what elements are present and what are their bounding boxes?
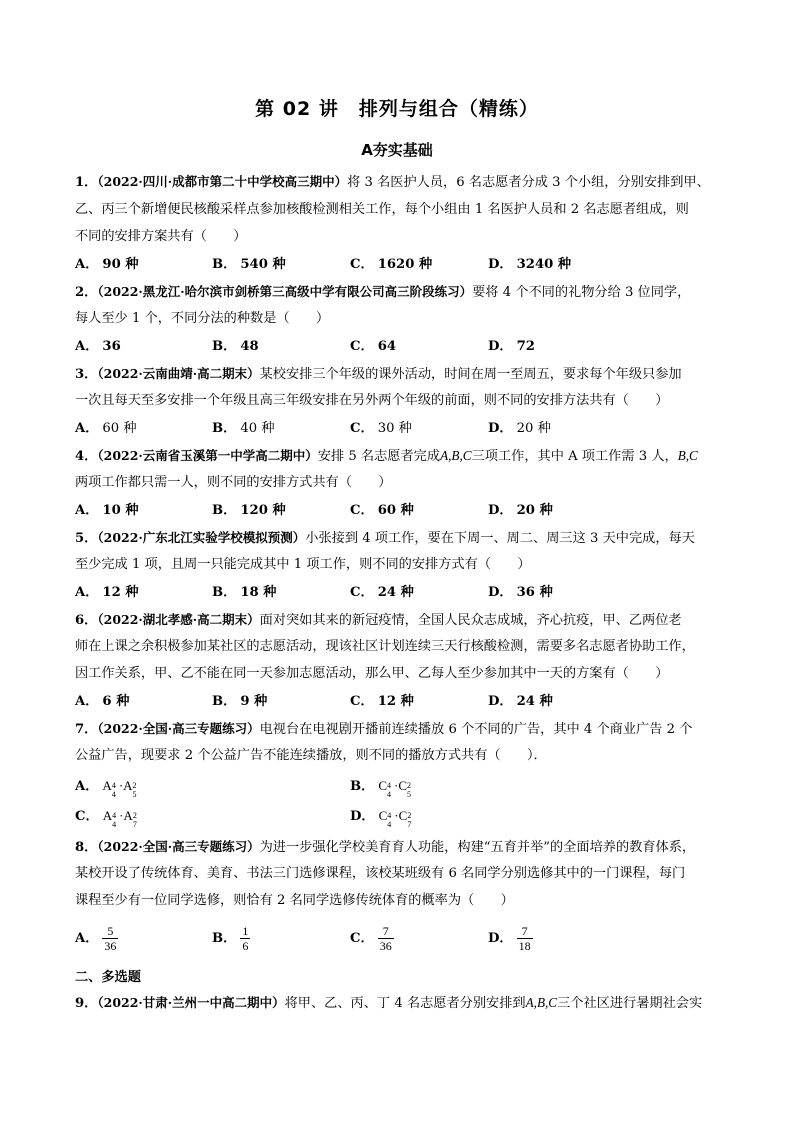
q3-option-c[interactable]: C． 30 种 xyxy=(350,421,412,436)
question-5-line-2: 至少完成 1 项，且周一只能完成其中 1 项工作，则不同的安排方式有（ ） xyxy=(75,557,531,572)
question-number: 4． xyxy=(75,449,98,464)
question-number: 5． xyxy=(75,531,98,546)
question-number: 8． xyxy=(75,840,98,855)
q7-option-a[interactable]: A． A 4 4 ·A 2 5 xyxy=(75,778,137,800)
question-source: （2022·广东北江实验学校模拟预测） xyxy=(97,530,306,545)
question-source: （2022·全国·高三专题练习） xyxy=(97,721,260,736)
q2-option-d[interactable]: D． 72 xyxy=(488,339,535,354)
q7-option-d[interactable]: D． C 4 4 ·C 2 7 xyxy=(350,808,412,830)
question-text: 三个社区进行暑期社会实 xyxy=(557,996,703,1011)
question-text: 将 3 名医护人员，6 名志愿者分成 3 个小组，分别安排到甲、 xyxy=(347,175,710,190)
question-6 xyxy=(75,610,725,631)
q1-option-b[interactable]: B． 540 种 xyxy=(212,257,286,272)
q6-option-a[interactable]: A． 6 种 xyxy=(75,694,130,709)
question-7 xyxy=(75,719,725,740)
q2-option-a[interactable]: A． 36 xyxy=(75,339,121,354)
question-source: （2022·甘肃·兰州一中高二期中） xyxy=(97,995,285,1010)
question-4 xyxy=(75,446,725,467)
q4-option-b[interactable]: B． 120 种 xyxy=(212,503,286,518)
q2-option-c[interactable]: C． 64 xyxy=(350,339,397,354)
question-number: 7． xyxy=(75,722,98,737)
question-8-line-3: 课程至少有一位同学选修，则恰有 2 名同学选修传统体育的概率为（ ） xyxy=(75,893,514,908)
question-source: （2022·黑龙江·哈尔滨市剑桥第三高级中学有限公司高三阶段练习） xyxy=(97,284,473,299)
question-text: 安排 5 名志愿者完成 xyxy=(317,449,441,464)
q5-option-d[interactable]: D． 36 种 xyxy=(488,585,553,600)
q8-option-c[interactable]: C． $\frac{7}{36}$ xyxy=(350,924,392,953)
question-source: （2022·湖北孝感·高二期末） xyxy=(97,612,260,627)
question-1 xyxy=(75,172,725,193)
q1-option-c[interactable]: C． 1620 种 xyxy=(350,257,433,272)
question-number: 1． xyxy=(75,175,98,190)
question-8 xyxy=(75,837,725,858)
question-7-line-2: 公益广告，现要求 2 个公益广告不能连续播放，则不同的播放方式共有（ ）． xyxy=(75,748,547,763)
question-8-line-2: 某校开设了传统体育、美育、书法三门选修课程，该校某班级有 6 名同学分别选修其中的一门课程，每门 xyxy=(75,866,686,881)
question-6-line-2: 师在上课之余积极参加某社区的志愿活动，现该社区计划连续三天行核酸检测，需要多名志愿者协助工作， xyxy=(75,639,695,654)
question-9 xyxy=(75,993,725,1014)
fraction: $\frac{5}{36}$ xyxy=(104,924,117,953)
math-variable: B,C xyxy=(677,448,698,463)
q7-option-b[interactable]: B． C 4 4 ·C 2 5 xyxy=(350,778,412,800)
question-text: 面对突如其来的新冠疫情，全国人民众志成城，齐心抗疫，甲、乙两位老 xyxy=(259,613,682,628)
math-variable: A,B,C xyxy=(525,995,558,1010)
q8-option-b[interactable]: B． $\frac{1}{6}$ xyxy=(212,924,249,953)
question-4-line-2: 两项工作都只需一人，则不同的安排方式共有（ ） xyxy=(75,475,392,490)
q5-option-c[interactable]: C． 24 种 xyxy=(350,585,414,600)
q6-option-b[interactable]: B． 9 种 xyxy=(212,694,268,709)
fraction: $\frac{1}{6}$ xyxy=(242,924,249,953)
question-text: 要将 4 个不同的礼物分给 3 位同学， xyxy=(472,285,691,300)
question-source: （2022·云南曲靖·高二期末） xyxy=(97,366,260,381)
q1-option-d[interactable]: D． 3240 种 xyxy=(488,257,572,272)
q6-option-d[interactable]: D． 24 种 xyxy=(488,694,553,709)
question-1-line-3: 不同的安排方案共有（ ） xyxy=(75,229,247,244)
question-6-line-3: 因工作关系，甲、乙不能在同一天参加志愿活动，那么甲、乙每人至少参加其中一天的方案有（ ） xyxy=(75,666,669,681)
q1-option-a[interactable]: A． 90 种 xyxy=(75,257,139,272)
question-text: 为进一步强化学校美育育人功能，构建“五育并举”的全面培养的教育体系， xyxy=(259,840,696,855)
question-number: 9． xyxy=(75,996,98,1011)
q3-option-b[interactable]: B． 40 种 xyxy=(212,421,275,436)
q7-option-c[interactable]: C． A 4 4 ·A 2 7 xyxy=(75,808,137,830)
question-text: 某校安排三个年级的课外活动，时间在周一至周五，要求每个年级只参加 xyxy=(259,367,682,382)
question-text: 电视台在电视剧开播前连续播放 6 个不同的广告，其中 4 个商业广告 2 个 xyxy=(259,722,693,737)
question-text: 三项工作，其中 A 项工作需 3 人， xyxy=(471,449,678,464)
math-variable: A,B,C xyxy=(440,448,472,463)
question-text: 将甲、乙、丙、丁 4 名志愿者分别安排到 xyxy=(284,996,526,1011)
q3-option-a[interactable]: A． 60 种 xyxy=(75,421,137,436)
q4-option-a[interactable]: A． 10 种 xyxy=(75,503,139,518)
question-number: 2． xyxy=(75,285,98,300)
question-number: 6． xyxy=(75,613,98,628)
question-number: 3． xyxy=(75,367,98,382)
q5-option-a[interactable]: A． 12 种 xyxy=(75,585,139,600)
q6-option-c[interactable]: C． 12 种 xyxy=(350,694,414,709)
section-heading-multi-choice: 二、多选题 xyxy=(75,970,141,985)
q3-option-d[interactable]: D． 20 种 xyxy=(488,421,551,436)
question-source: （2022·全国·高三专题练习） xyxy=(97,839,260,854)
question-5 xyxy=(75,528,725,549)
q8-option-d[interactable]: D． $\frac{7}{18}$ xyxy=(488,924,531,953)
question-text: 小张接到 4 项工作，要在下周一、周二、周三这 3 天中完成，每天 xyxy=(305,531,695,546)
question-2 xyxy=(75,282,725,303)
question-source: （2022·云南省玉溪第一中学高二期中） xyxy=(97,448,318,463)
q8-option-a[interactable]: A． $\frac{5}{36}$ xyxy=(75,924,117,953)
question-3-line-2: 一次且每天至多安排一个年级且高三年级安排在另外两个年级的前面，则不同的安排方法共有（ ） xyxy=(75,393,669,408)
q5-option-b[interactable]: B． 18 种 xyxy=(212,585,277,600)
question-3 xyxy=(75,364,725,385)
q4-option-d[interactable]: D． 20 种 xyxy=(488,503,553,518)
fraction: $\frac{7}{18}$ xyxy=(518,924,531,953)
fraction: $\frac{7}{36}$ xyxy=(379,924,392,953)
q4-option-c[interactable]: C． 60 种 xyxy=(350,503,414,518)
section-subtitle: A夯实基础 xyxy=(361,141,433,159)
question-2-line-2: 每人至少 1 个，不同分法的种数是（ ） xyxy=(75,311,330,326)
question-1-line-2: 乙、丙三个新增便民核酸采样点参加核酸检测相关工作，每个小组由 1 名医护人员和 2 名志愿者组成，则 xyxy=(75,202,689,217)
q2-option-b[interactable]: B． 48 xyxy=(212,339,259,354)
page-title: 第 02 讲 排列与组合（精练） xyxy=(255,98,539,120)
question-source: （2022·四川·成都市第二十中学校高三期中） xyxy=(97,174,348,189)
